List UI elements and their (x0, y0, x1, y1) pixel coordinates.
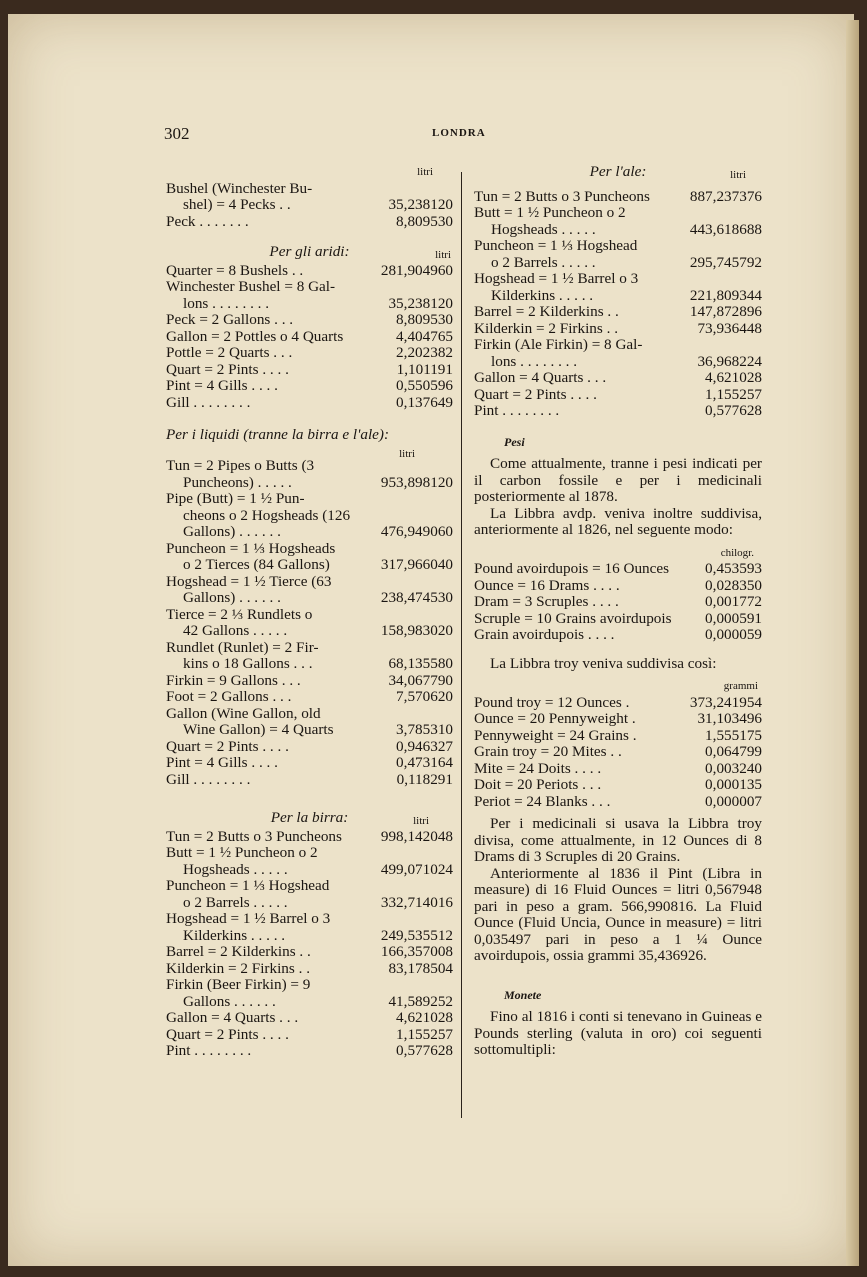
row-value: 1,555175 (705, 726, 762, 744)
row-value: 476,949060 (380, 523, 453, 540)
row-label: Tun = 2 Butts o 3 Puncheons (474, 187, 650, 205)
unit-label: grammi (723, 680, 758, 692)
table-row (166, 395, 453, 412)
row-value: 1,155257 (705, 385, 762, 403)
row-label: Gallon (Wine Gallon, old Wine Gallon) = 4 Quarts (166, 704, 334, 738)
table-row (474, 403, 762, 420)
row-value: 238,474530 (380, 589, 453, 606)
row-label: Barrel = 2 Kilderkins . . (474, 303, 619, 320)
table-row (166, 263, 453, 280)
section-title-ale: Per l'ale: litri (589, 163, 746, 181)
table-row (474, 387, 762, 404)
table-row (474, 794, 762, 811)
table-row (474, 611, 762, 628)
running-title: LONDRA (432, 127, 486, 139)
table-row (166, 878, 453, 911)
table-row (474, 271, 762, 304)
row-value: 34,067790 (388, 671, 453, 689)
row-label: Pint = 4 Gills . . . . (166, 377, 278, 394)
row-label: Pound avoirdupois = 16 Ounces (474, 560, 670, 577)
paragraph: La Libbra avdp. veniva inoltre suddivisa, anteriormente al 1826, nel seguente modo: (474, 504, 762, 538)
row-label: Ounce = 20 Pennyweight . (474, 710, 636, 727)
row-value: 4,404765 (396, 327, 453, 345)
table-row (474, 321, 762, 338)
row-value: 0,118291 (396, 770, 453, 788)
section-title-liquidi: Per i liquidi (tranne la birra e l'ale): (166, 426, 390, 443)
table-row (166, 181, 453, 214)
row-value: 3,785310 (396, 721, 453, 738)
row-label: Quart = 2 Pints . . . . (166, 1025, 289, 1043)
paragraph: Per i medicinali si usava la Libbra troy divisa, come attualmente, in 12 Ounces di 8 Drams di 3 Scruples di 20 Grains. (474, 815, 762, 865)
right-column (474, 164, 762, 1059)
row-value: 295,745792 (689, 253, 762, 271)
table-row (166, 1010, 453, 1027)
heading-monete: Monete (504, 987, 542, 1002)
row-label: Quart = 2 Pints . . . . (166, 360, 289, 378)
table-row (166, 829, 453, 846)
paragraph: Anteriormente al 1836 il Pint (Libra in measure) di 16 Fluid Ounces = litri 0,567948 pari in peso a gram. 566,990816. La Fluid Ounce (Fluid Uncia, Ounce in measure) = litri 0,035497 pari in peso a 1 ¼ Ounce avoirdupois, ossia grammi 35,436926. (474, 864, 762, 964)
table-row (474, 744, 762, 761)
row-label: Barrel = 2 Kilderkins . . (166, 943, 311, 960)
row-value: 8,809530 (396, 212, 453, 230)
row-value: 249,535512 (380, 926, 453, 944)
row-value: 0,003240 (705, 759, 762, 777)
row-value: 373,241954 (689, 693, 762, 711)
top-rows (166, 181, 453, 231)
row-value: 0,028350 (705, 576, 762, 594)
table-row (166, 458, 453, 491)
row-value: 443,618688 (689, 220, 762, 238)
row-value: 0,001772 (705, 593, 762, 610)
row-value: 0,946327 (396, 737, 453, 755)
row-label: Pint . . . . . . . . (166, 1042, 252, 1059)
table-row (474, 594, 762, 611)
row-value: 0,000007 (705, 792, 762, 810)
table-row (166, 378, 453, 395)
row-value: 221,809344 (689, 286, 762, 304)
table-row (474, 370, 762, 387)
table-row (166, 755, 453, 772)
row-label: Peck = 2 Gallons . . . (166, 311, 294, 328)
column-divider (461, 172, 462, 1118)
liquidi-rows (166, 458, 453, 788)
table-row (166, 345, 453, 362)
table-row (166, 706, 453, 739)
row-value: 35,238120 (388, 294, 453, 312)
table-row (166, 491, 453, 541)
row-value: 36,968224 (697, 352, 762, 370)
row-value: 158,983020 (380, 622, 453, 639)
row-label: Grain avoirdupois . . . . (474, 626, 615, 643)
row-value: 998,142048 (380, 827, 453, 845)
row-value: 0,000135 (705, 776, 762, 793)
row-label: Pottle = 2 Quarts . . . (166, 344, 293, 361)
row-value: 147,872896 (689, 303, 762, 320)
row-label: Firkin (Beer Firkin) = 9 Gallons . . . . . . (166, 976, 311, 1010)
row-value: 68,135580 (388, 655, 453, 672)
table-row (166, 944, 453, 961)
table-row (474, 728, 762, 745)
row-value: 4,621028 (396, 1009, 453, 1026)
table-row (474, 561, 762, 578)
row-value: 35,238120 (388, 196, 453, 213)
row-label: Hogshead = 1 ½ Tierce (63 Gallons) . . . . . . (166, 572, 332, 606)
row-label: Pennyweight = 24 Grains . (474, 726, 637, 744)
section-title-aridi: Per gli aridi: litri (269, 243, 451, 261)
row-value: 1,101191 (396, 360, 453, 378)
avdp-rows (474, 561, 762, 644)
table-row (474, 304, 762, 321)
row-label: Tun = 2 Butts o 3 Puncheons (166, 827, 342, 845)
table-row (166, 574, 453, 607)
table-row (166, 279, 453, 312)
heading-pesi: Pesi (504, 434, 525, 449)
row-label: Butt = 1 ½ Puncheon o 2 Hogsheads . . . . . (474, 204, 626, 238)
row-value: 0,577628 (396, 1042, 453, 1059)
row-value: 0,137649 (396, 393, 453, 411)
aridi-rows (166, 263, 453, 412)
row-label: Grain troy = 20 Mites . . (474, 743, 622, 760)
row-value: 317,966040 (380, 556, 453, 573)
table-row (166, 329, 453, 346)
table-row (166, 911, 453, 944)
row-value: 953,898120 (380, 473, 453, 491)
row-value: 887,237376 (689, 187, 762, 205)
table-row (166, 541, 453, 574)
row-label: Quarter = 8 Bushels . . (166, 261, 304, 279)
row-label: Puncheon = 1 ⅓ Hogshead o 2 Barrels . . . . . (166, 877, 330, 911)
row-label: Periot = 24 Blanks . . . (474, 792, 611, 810)
row-label: Hogshead = 1 ½ Barrel o 3 Kilderkins . . . . . (474, 270, 639, 304)
row-label: Kilderkin = 2 Firkins . . (474, 319, 618, 337)
table-row (474, 578, 762, 595)
table-row (166, 772, 453, 789)
table-row (166, 1043, 453, 1060)
birra-rows (166, 829, 453, 1060)
page-edge (846, 20, 859, 1266)
row-label: Butt = 1 ½ Puncheon o 2 Hogsheads . . . . . (166, 844, 318, 878)
row-value: 0,473164 (396, 754, 453, 771)
row-value: 166,357008 (380, 943, 453, 960)
table-row (474, 761, 762, 778)
row-value: 2,202382 (396, 344, 453, 361)
table-row (166, 977, 453, 1010)
table-row (166, 961, 453, 978)
row-label: Pipe (Butt) = 1 ½ Pun- cheons o 2 Hogsheads (126 Gallons) . . . . . . (166, 490, 351, 540)
table-row (474, 711, 762, 728)
row-value: 73,936448 (697, 319, 762, 337)
row-value: 4,621028 (705, 369, 762, 386)
table-row (474, 627, 762, 644)
row-label: Kilderkin = 2 Firkins . . (166, 959, 310, 977)
row-value: 281,904960 (380, 261, 453, 279)
table-row (166, 689, 453, 706)
row-label: Rundlet (Runlet) = 2 Fir- kins o 18 Gallons . . . (166, 638, 319, 672)
table-row (166, 845, 453, 878)
page-number: 302 (164, 124, 190, 143)
row-value: 0,577628 (705, 402, 762, 419)
troy-rows (474, 695, 762, 811)
row-label: Gill . . . . . . . . (166, 393, 251, 411)
paragraph: Fino al 1816 i conti si tenevano in Guineas e Pounds sterling (valuta in oro) coi seguenti sottomultipli: (474, 1008, 762, 1058)
row-label: Pint . . . . . . . . (474, 402, 560, 419)
row-label: Quart = 2 Pints . . . . (474, 385, 597, 403)
row-value: 0,064799 (705, 743, 762, 760)
row-label: Ounce = 16 Drams . . . . (474, 576, 620, 594)
row-label: Foot = 2 Gallons . . . (166, 688, 292, 705)
row-value: 0,000059 (705, 626, 762, 643)
row-label: Doit = 20 Periots . . . (474, 776, 602, 793)
row-label: Gallon = 2 Pottles o 4 Quarts (166, 327, 344, 345)
page-header (164, 124, 764, 146)
row-label: Pound troy = 12 Ounces . (474, 693, 630, 711)
row-label: Gallon = 4 Quarts . . . (166, 1009, 299, 1026)
row-value: 41,589252 (388, 992, 453, 1010)
row-value: 332,714016 (380, 893, 453, 911)
row-label: Pint = 4 Gills . . . . (166, 754, 278, 771)
paragraph: Come attualmente, tranne i pesi indicati per il carbon fossile e per i medicinali posteriormente al 1878. (474, 455, 762, 505)
row-label: Firkin (Ale Firkin) = 8 Gal- lons . . . . . . . . (474, 336, 643, 370)
table-row (166, 673, 453, 690)
table-row (166, 362, 453, 379)
table-row (166, 739, 453, 756)
row-label: Gallon = 4 Quarts . . . (474, 369, 607, 386)
table-row (474, 337, 762, 370)
row-value: 1,155257 (396, 1025, 453, 1043)
section-title-birra: Per la birra: litri (270, 809, 429, 827)
row-value: 0,550596 (396, 377, 453, 394)
unit-label: litri (399, 447, 415, 460)
row-label: Puncheon = 1 ⅓ Hogsheads o 2 Tierces (84 Gallons) (166, 539, 336, 573)
table-row (166, 640, 453, 673)
row-value: 7,570620 (396, 688, 453, 705)
row-value: 0,453593 (705, 560, 762, 577)
row-label: Tun = 2 Pipes o Butts (3 Puncheons) . . . . . (166, 457, 315, 491)
unit-label: litri (417, 166, 433, 178)
ale-rows (474, 189, 762, 420)
table-row (166, 1027, 453, 1044)
table-row (474, 189, 762, 206)
table-row (474, 695, 762, 712)
table-row (474, 238, 762, 271)
table-row (166, 312, 453, 329)
paragraph: La Libbra troy veniva suddivisa così: (490, 654, 717, 672)
row-label: Quart = 2 Pints . . . . (166, 737, 289, 755)
left-column (166, 164, 453, 1060)
row-label: Tierce = 2 ⅓ Rundlets o 42 Gallons . . . . . (166, 605, 313, 639)
row-value: 31,103496 (697, 710, 762, 727)
row-label: Mite = 24 Doits . . . . (474, 759, 602, 777)
row-label: Scruple = 10 Grains avoirdupois (474, 609, 672, 627)
unit-label: chilogr. (720, 546, 754, 559)
table-row (166, 214, 453, 231)
book-page (8, 14, 854, 1266)
table-row (166, 607, 453, 640)
table-row (474, 205, 762, 238)
row-value: 0,000591 (705, 609, 762, 627)
table-row (474, 777, 762, 794)
row-label: Winchester Bushel = 8 Gal- lons . . . . . . . . (166, 278, 336, 312)
row-label: Peck . . . . . . . (166, 212, 249, 230)
row-value: 83,178504 (388, 959, 453, 977)
row-value: 8,809530 (396, 311, 453, 328)
row-label: Bushel (Winchester Bu- shel) = 4 Pecks . . (166, 179, 313, 213)
row-label: Dram = 3 Scruples . . . . (474, 593, 619, 610)
row-label: Firkin = 9 Gallons . . . (166, 671, 301, 689)
row-value: 499,071024 (380, 860, 453, 878)
row-label: Hogshead = 1 ½ Barrel o 3 Kilderkins . . . . . (166, 910, 331, 944)
row-label: Gill . . . . . . . . (166, 770, 251, 788)
row-label: Puncheon = 1 ⅓ Hogshead o 2 Barrels . . . . . (474, 237, 638, 271)
